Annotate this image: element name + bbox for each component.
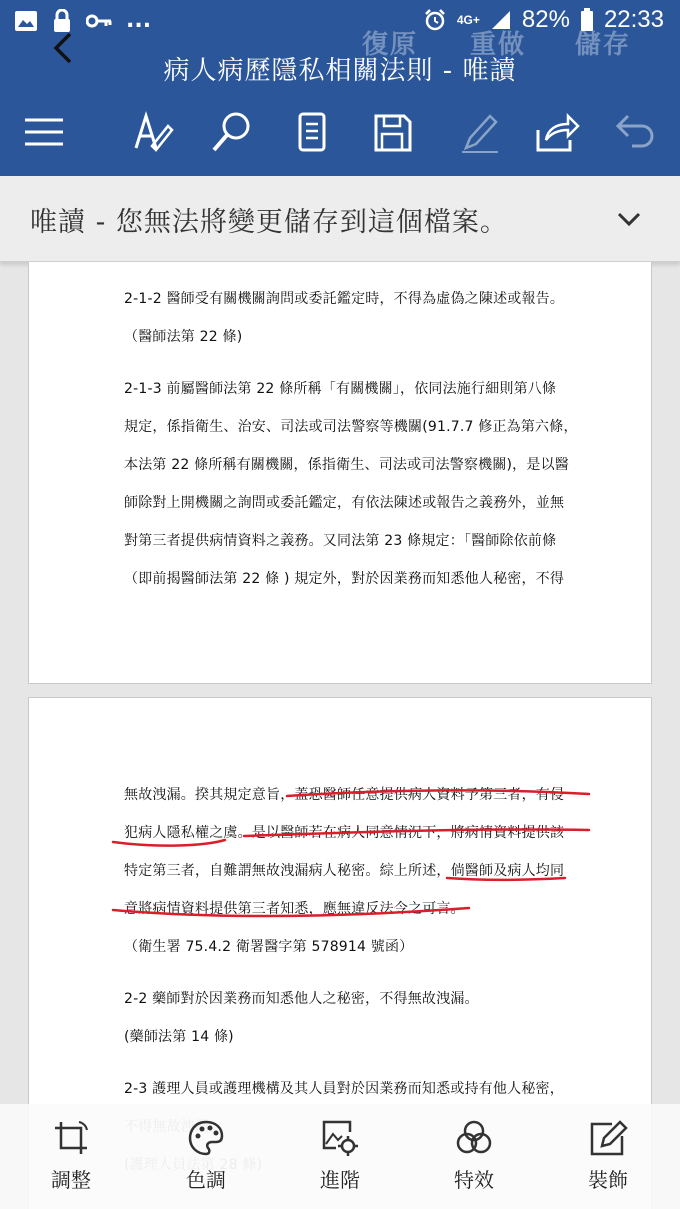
search-icon[interactable] (208, 108, 256, 156)
key-icon (86, 13, 112, 29)
gallery-icon (14, 10, 38, 32)
handwritten-underline-annotations (29, 698, 653, 938)
draw-icon[interactable] (456, 108, 504, 156)
doc-line: 2-1-2 醫師受有關機關詢問或委託鑑定時，不得為虛偽之陳述或報告。 (124, 291, 565, 307)
palette-icon (186, 1118, 226, 1158)
tone-label: 色調 (186, 1168, 226, 1192)
doc-line: 特定第三者，自難謂無故洩漏病人秘密。綜上所述，倘醫師及病人均同 (124, 863, 565, 879)
crop-rotate-icon (51, 1118, 91, 1158)
readonly-message: 唯讀 - 您無法將變更儲存到這個檔案。 (30, 207, 508, 238)
doc-line: (藥師法第 14 條) (124, 1029, 234, 1045)
save-faint-label[interactable]: 儲存 (575, 30, 632, 60)
doc-line: 2-3 護理人員或護理機構及其人員對於因業務而知悉或持有他人秘密， (124, 1081, 564, 1097)
share-icon[interactable] (532, 108, 580, 156)
doc-line: 意將病情資料提供第三者知悉，應無違反法令之可言。 (124, 901, 465, 917)
image-settings-icon (320, 1118, 360, 1158)
document-page-1 (28, 262, 652, 684)
redo-faint-label[interactable]: 重做 (470, 30, 527, 60)
main-toolbar (0, 108, 680, 156)
undo-faint-label[interactable]: 復原 (362, 30, 419, 60)
effects-label: 特效 (454, 1168, 494, 1192)
doc-line: 對第三者提供病情資料之義務。又同法第 23 條規定：「醫師除依前條 (124, 533, 557, 549)
document-title: 病人病歷隱私相關法則 - 唯讀 (163, 56, 517, 86)
alarm-icon (423, 8, 447, 32)
doc-line: 師除對上開機關之詢問或委託鑑定，有依法陳述或報告之義務外，並無 (124, 495, 565, 511)
save-icon[interactable] (368, 108, 416, 156)
doc-line: （衛生署 75.4.2 衛署醫字第 578914 號函） (124, 939, 414, 955)
effects-circles-icon (454, 1118, 494, 1158)
decorate-pen-icon (588, 1118, 628, 1158)
chevron-down-icon[interactable] (616, 206, 642, 232)
network-type: 4G+ (456, 13, 480, 27)
doc-line: 無故洩漏。揆其規定意旨，蓋恐醫師任意提供病人資料予第三者，有侵 (124, 787, 565, 803)
doc-line: 2-1-3 前屬醫師法第 22 條所稱「有關機關」，依同法施行細則第八條 (124, 381, 557, 397)
doc-line: （醫師法第 22 條) (124, 329, 243, 345)
adjust-label: 調整 (51, 1168, 91, 1192)
menu-icon[interactable] (20, 108, 68, 156)
decorate-button[interactable] (558, 1118, 658, 1193)
doc-line: 規定，係指衛生、治安、司法或司法警察等機關(91.7.7 修正為第六條， (124, 419, 578, 435)
status-more: ... (126, 8, 152, 33)
adjust-button[interactable] (21, 1118, 121, 1193)
clock: 22:33 (603, 6, 664, 33)
app-header (0, 0, 680, 176)
battery-percent: 82% (521, 6, 570, 33)
tone-button[interactable] (156, 1118, 256, 1193)
undo-icon[interactable] (612, 108, 660, 156)
edit-pen-icon[interactable] (128, 108, 176, 156)
doc-line: 本法第 22 條所稱有關機關，係指衛生、司法或司法警察機關)，是以醫 (124, 457, 569, 473)
reading-view-icon[interactable] (288, 108, 336, 156)
readonly-banner (0, 176, 680, 262)
photo-edit-toolbar (0, 1104, 680, 1209)
decorate-label: 裝飾 (588, 1168, 628, 1192)
doc-line: 2-2 藥師對於因業務而知悉他人之秘密，不得無故洩漏。 (124, 991, 479, 1007)
doc-line: 犯病人隱私權之虞。是以醫師若在病人同意情況下，將病情資料提供該 (124, 825, 565, 841)
advanced-button[interactable] (290, 1118, 390, 1193)
doc-line: （即前揭醫師法第 22 條 ) 規定外，對於因業務而知悉他人秘密，不得 (124, 571, 565, 587)
advanced-label: 進階 (320, 1168, 360, 1192)
effects-button[interactable] (424, 1118, 524, 1193)
